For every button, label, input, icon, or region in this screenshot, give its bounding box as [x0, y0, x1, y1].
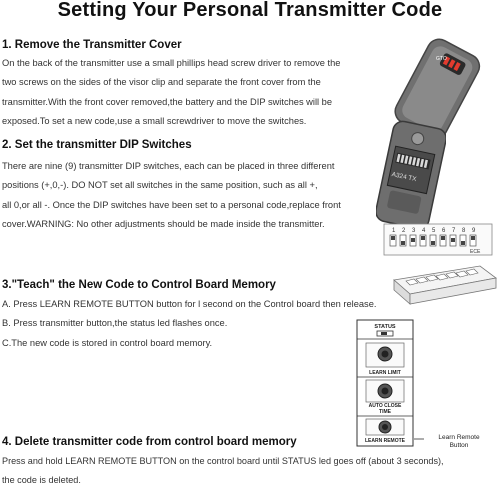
dip-label: ECE [470, 249, 481, 255]
board-status-label: STATUS [374, 324, 396, 330]
section-3-heading: 3."Teach" the New Code to Control Board Memory [2, 279, 276, 291]
dip-num-8: 8 [462, 228, 466, 234]
section-1-body [2, 54, 340, 132]
section-2-line-1: There are nine (9) transmitter DIP switches, each can be placed in three different [2, 161, 335, 171]
section-1-line-4: exposed.To set a new code,use a small screwdriver to move the switches. [2, 116, 307, 127]
dip-num-1: 1 [392, 228, 396, 234]
section-2-line-3: all 0,or all -. Once the DIP switches have been set to a personal code,replace front [2, 199, 341, 210]
dip-num-4: 4 [422, 228, 426, 234]
section-1-heading: 1. Remove the Transmitter Cover [2, 39, 182, 51]
section-3-body [2, 295, 376, 353]
board-time-label: TIME [379, 409, 391, 415]
callout-learn-remote: Learn Remote [438, 434, 480, 441]
section-2-body [2, 157, 341, 235]
section-1-line-2: two screws on the sides of the visor clip and separate the front cover from the [2, 77, 321, 88]
remote-back-label: A324 TX [390, 171, 418, 184]
dip-num-5: 5 [432, 228, 436, 234]
board-learn-limit-label: LEARN LIMIT [369, 370, 401, 376]
section-4-line-2: the code is deleted. [2, 475, 81, 486]
dip-num-7: 7 [452, 228, 456, 234]
section-3-line-3: C.The new code is stored in control board memory. [2, 337, 213, 348]
dip-num-2: 2 [402, 228, 406, 234]
section-3-line-2: B. Press transmitter button,the status led flashes once. [2, 318, 228, 329]
board-learn-remote-label: LEARN REMOTE [365, 438, 405, 444]
section-3-line-1: A. Press LEARN REMOTE BUTTON button for l second on the Control board then release. [2, 299, 377, 309]
dip-num-3: 3 [412, 228, 416, 234]
section-2-line-2: positions (+,0,-). DO NOT set all switches in the same position, such as all +, [2, 180, 318, 191]
section-1-line-1: On the back of the transmitter use a small phillips head screw driver to remove the [2, 58, 341, 68]
section-2-heading: 2. Set the transmitter DIP Switches [2, 139, 192, 151]
section-2-line-4: cover.WARNING: No other adjustments should be made inside the transmitter. [2, 219, 325, 230]
control-board-image [356, 319, 500, 449]
page-title: Setting Your Personal Transmitter Code [57, 0, 443, 21]
callout-button: Button [449, 442, 469, 449]
remote-open-image [376, 120, 446, 230]
board-auto-close-label: AUTO CLOSE [368, 403, 402, 409]
section-4-heading: 4. Delete transmitter code from control board memory [2, 436, 297, 448]
section-1-line-3: transmitter.With the front cover removed,the battery and the DIP switches will be [2, 96, 333, 107]
dip-num-9: 9 [472, 228, 476, 234]
dip-num-6: 6 [442, 228, 446, 234]
dip-switch-small-image [382, 222, 494, 257]
section-4-line-1: Press and hold LEARN REMOTE BUTTON on the control board until STATUS led goes off (about 3 seconds), [2, 456, 444, 466]
remote-badge-text: GTO [436, 56, 447, 62]
section-4-body [2, 452, 444, 491]
dip-switch-3d-image [388, 262, 500, 307]
